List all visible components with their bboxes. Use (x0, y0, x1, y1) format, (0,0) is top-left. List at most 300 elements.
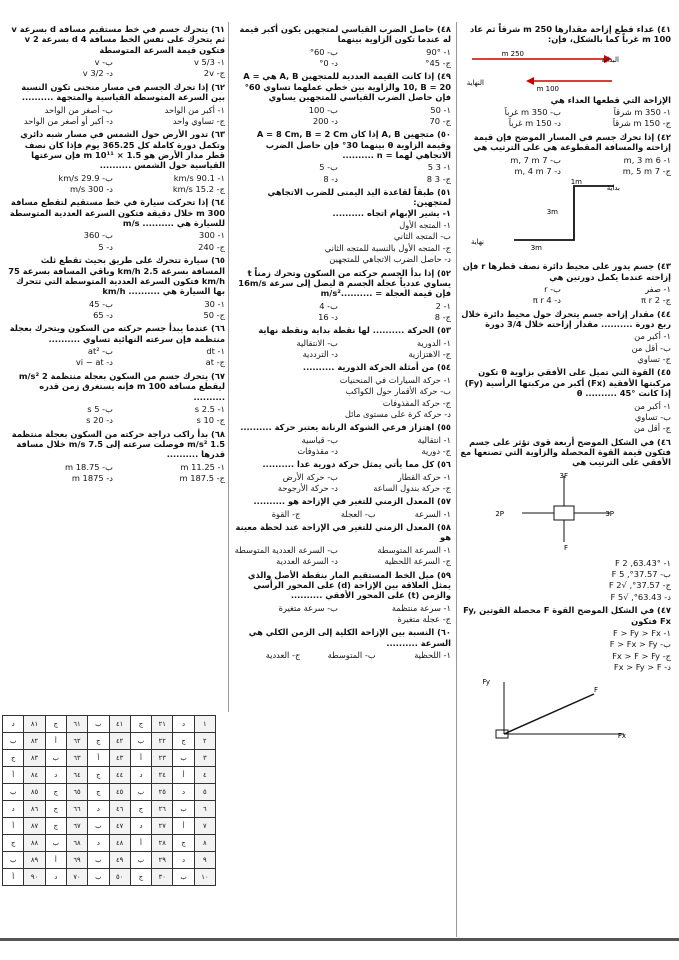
answer-letter: ب (173, 869, 194, 886)
answer-letter: ج (3, 750, 24, 767)
option[interactable]: ١- 90.1 km/s (173, 172, 225, 183)
option[interactable]: ١- أكبر من (634, 400, 671, 411)
question (7, 371, 225, 426)
option[interactable]: د- 0° (319, 58, 338, 69)
question-stem: ٦٦) عندما يبدأ جسم حركته من السكون ويتحرك بعجلة منتظمة فإن سرعته النهائية تساوي .......... (9, 323, 225, 344)
options (7, 346, 225, 368)
question (457, 605, 671, 744)
question-stem: ٥٥) اهتزاز فرعي الشوكة الرنانة يعتبر حركة .......... (240, 422, 451, 433)
body-box (554, 506, 574, 520)
question (231, 71, 451, 126)
option[interactable]: ج- حركة المقذوفات (382, 397, 451, 408)
option[interactable]: ج- 7 m, 5 m (622, 165, 671, 176)
answer-letter: ب (88, 852, 109, 869)
option[interactable]: د- 20 s (86, 415, 113, 426)
options (457, 107, 671, 129)
option[interactable]: ج- عجلة متغيرة (397, 613, 451, 624)
options (7, 57, 225, 79)
option[interactable]: ب- قياسية (301, 434, 338, 445)
question-stem: ٦٥) سيارة تتحرك على طريق بحيث تقطع ثلث المسافة بسرعة 2.5 km/h وباقي المسافة بسرعة 75 km/h فتكون السرعة العددية المتوسطة التي تتحرك بها السيارة هي .......... km/h (8, 255, 225, 297)
option[interactable]: ب- r (544, 283, 561, 294)
answer-number: ٤٥ (109, 784, 130, 801)
option[interactable]: ١- حركة القطار (397, 471, 451, 482)
question (231, 570, 451, 625)
answer-number: ٤٢ (109, 733, 130, 750)
answer-letter: د (88, 835, 109, 852)
option[interactable]: ١- 2.5 s (194, 403, 225, 414)
option[interactable]: ب- العجلة (340, 508, 376, 519)
answer-letter: ج (173, 835, 194, 852)
option[interactable]: ج- المتجه الأول بالنسبة للمتجه الثاني (324, 242, 451, 253)
question-stem: ٤٨) حاصل الضرب القياسي لمتجهين يكون أكبر قيمة له عندما تكون الزاوية بينهما (239, 24, 451, 45)
question (231, 496, 451, 519)
option[interactable]: د- 7 m, 4 m (514, 165, 561, 176)
answer-row (3, 767, 216, 784)
question-stem: ٦٠) النسبة بين الإزاحة الكلية إلى الزمن الكلي هي السرعة .......... (248, 627, 451, 648)
option[interactable]: ١- 6 m, 3 m (623, 154, 671, 165)
options (231, 220, 451, 264)
answer-letter: ب (3, 784, 24, 801)
label-end: النهاية (466, 78, 484, 87)
answer-letter: أ (173, 767, 194, 784)
answer-letter: ج (3, 835, 24, 852)
answer-number: ٦٧ (66, 818, 87, 835)
answer-number: ٨٧ (24, 818, 45, 835)
column-divider (228, 22, 229, 712)
option[interactable]: ج- 240 (198, 241, 225, 252)
answer-letter: ب (45, 750, 66, 767)
options (457, 331, 671, 364)
answer-row (3, 750, 216, 767)
option[interactable]: ج- الاهتزازية (408, 349, 451, 360)
answer-letter: أ (173, 818, 194, 835)
option[interactable]: د- 1875 m (71, 473, 113, 484)
options (231, 301, 451, 323)
answer-letter: أ (3, 767, 24, 784)
bottom-rule (0, 938, 679, 941)
option[interactable]: ج- 150 m شرقاً (612, 118, 671, 129)
option[interactable]: ج- دورية (421, 445, 451, 456)
option[interactable]: ج- 187.5 m (179, 473, 225, 484)
answer-letter: ج (130, 801, 151, 818)
answer-letter: ب (130, 733, 151, 750)
answer-letter: د (173, 716, 194, 733)
answer-letter: ج (45, 716, 66, 733)
options (7, 173, 225, 195)
option[interactable]: ج- 50 (203, 309, 225, 320)
option[interactable]: ج- 45° (425, 58, 451, 69)
option[interactable]: د- 63.43°, √5 F (610, 591, 671, 602)
question-stem: ٤٧) في الشكل الموضح القوة F محصلة القوتين Fy, Fx فتكون (463, 605, 671, 626)
option[interactable]: د- 4 π r (532, 295, 561, 306)
options (7, 105, 225, 127)
label-fx: Fx (617, 732, 626, 741)
option[interactable]: د- Fx > Fy > F (613, 661, 671, 672)
answer-letter: د (3, 716, 24, 733)
option[interactable]: ١- صفر (645, 283, 671, 294)
answer-number: ٧ (194, 818, 215, 835)
answer-letter: د (173, 852, 194, 869)
option[interactable]: د- 5 (98, 241, 113, 252)
option[interactable]: ١- 5/3 v (193, 57, 225, 68)
options (457, 628, 671, 672)
option[interactable]: ١- المتجه الأول (399, 220, 451, 231)
option[interactable]: د- حركة كرة على مستوى مائل (344, 408, 451, 419)
option[interactable]: ١- 11.25 m (180, 461, 225, 472)
options (457, 401, 671, 434)
option[interactable]: ج- العددية (265, 650, 301, 661)
question-stem: ٦٨) بدأ راكب دراجة حركته من السكون بعجلة منتظمة 1.5 m/s² فوصلت سرعته إلى 7.5 m/s خلال مسافة قدرها .......... (11, 428, 225, 460)
option[interactable]: ١- انتقالية (417, 434, 451, 445)
options (457, 155, 671, 177)
column-middle (231, 24, 451, 663)
option[interactable]: ١- أكبر من الواحد (164, 104, 225, 115)
question (457, 132, 671, 258)
question (457, 367, 671, 433)
answer-letter: د (88, 801, 109, 818)
question-stem: ٤٢) إذا تحرك جسم في المسار الموضح فإن قيمة إزاحته والمسافة المقطوعة هي على الترتيب هي (473, 131, 671, 153)
option[interactable]: ج- تساوي (637, 354, 671, 365)
label-2p: 2P (495, 509, 504, 518)
answer-number: ٥ (194, 784, 215, 801)
option[interactable]: د- vi − at (75, 357, 113, 368)
question-stem: ٤٥) القوة التي تميل على الأفقي بزاوية θ تكون مركبتها الأفقية (Fx) أكبر من مركبتها الرأسية (Fy) إذا كانت θ .......... 45° (464, 367, 671, 399)
answer-letter: ب (88, 869, 109, 886)
option[interactable]: ب- 100 (308, 104, 338, 115)
option[interactable]: ب- 60° (309, 46, 338, 57)
question (457, 437, 671, 603)
label-f: F (563, 543, 568, 552)
option[interactable]: د- 8 (323, 173, 338, 184)
figure-forces (464, 470, 664, 556)
label-3m: 3m (546, 208, 558, 217)
option[interactable]: ج- 2v (203, 68, 225, 79)
answer-letter: ج (45, 784, 66, 801)
question (7, 129, 225, 194)
question-stem: ٥٣) الحركة .......... لها نقطة بداية ونقطة نهاية (258, 325, 451, 336)
answer-number: ٨٥ (24, 784, 45, 801)
figure-path (464, 178, 664, 258)
option[interactable]: ب- 45 (88, 298, 113, 309)
answer-number: ٦٤ (66, 767, 87, 784)
option[interactable]: ب- 4 (319, 300, 338, 311)
option[interactable]: ج- 37.57°, √2 F (608, 580, 671, 591)
option[interactable]: ج- 70 (429, 115, 451, 126)
option[interactable]: ١- F > Fy > Fx (613, 627, 671, 638)
option[interactable]: ١- 2 (435, 300, 451, 311)
option[interactable]: ١- حركة السيارات في المنحنيات (339, 374, 451, 385)
option[interactable]: ١- 50 (430, 104, 451, 115)
question-sub: الإزاحة التي قطعها العداء هي (550, 94, 671, 105)
figure-resolution (464, 674, 664, 744)
option[interactable]: ب- 5 (319, 162, 338, 173)
answer-number: ٧٠ (66, 869, 87, 886)
options (231, 435, 451, 457)
option[interactable]: ب- أقل من (631, 342, 671, 353)
option[interactable]: ١- أكبر من (634, 331, 671, 342)
question-stem: ٥٢) إذا بدأ الجسم حركته من السكون وتحرك زمناً t يساوي عددياً عجلة الجسم a ليصل إلى سرعة 16m/s فإن قيمة العجلة = ..........m/s² (238, 267, 451, 299)
answer-number: ٨٤ (24, 767, 45, 784)
option[interactable]: ١- السرعة المتوسطة (377, 544, 451, 555)
arrow-head (526, 77, 534, 85)
option[interactable]: ج- 2 π r (641, 295, 671, 306)
question-stem: ٤٩) إذا كانت القيمة العددية للمتجهين A, B هي A = 10, B = 20 والزاوية بين خطي عملهما تساوي 60° فإن حاصل الضرب القياسي للمتجهين يساوي (243, 71, 451, 103)
column-right (457, 24, 671, 747)
answer-number: ٨١ (24, 716, 45, 733)
answer-number: ٩٠ (24, 869, 45, 886)
answer-number: ٢ (194, 733, 215, 750)
answer-number: ٢٢ (152, 733, 173, 750)
answer-letter: أ (130, 835, 151, 852)
option[interactable]: د- السرعة العددية (276, 556, 338, 567)
question (231, 268, 451, 323)
question (7, 323, 225, 367)
answer-letter: ج (88, 767, 109, 784)
answer-letter: ج (45, 801, 66, 818)
question (231, 522, 451, 566)
option[interactable]: ١- السرعة (414, 508, 451, 519)
label-end: نهاية (470, 238, 484, 247)
answer-number: ٤ (194, 767, 215, 784)
question (457, 24, 671, 129)
option[interactable]: ج- القوة (271, 508, 301, 519)
option[interactable]: ب- F > Fx > Fy (609, 639, 671, 650)
option[interactable]: ب- v (94, 57, 113, 68)
label-fy: Fy (482, 678, 490, 687)
option[interactable]: ج- 15.2 km/s (172, 184, 225, 195)
options (231, 472, 451, 494)
option[interactable]: د- 150 m غرباً (508, 118, 561, 129)
answer-number: ٨ (194, 835, 215, 852)
answer-letter: ج (130, 869, 151, 886)
options (231, 545, 451, 567)
option[interactable]: ج- 10 s (196, 415, 225, 426)
option[interactable]: ب- حركة الأقمار حول الكواكب (345, 386, 451, 397)
answer-letter: ب (3, 852, 24, 869)
question-stem: ٥٦) كل مما يأتي يمثل حركة دورية عدا .......... (262, 459, 451, 470)
option[interactable]: ج- أقل من (634, 423, 671, 434)
answer-letter: د (130, 818, 151, 835)
option[interactable]: ١- سرعة منتظمة (391, 602, 451, 613)
option[interactable]: ب- 350 m غرباً (504, 107, 561, 118)
answer-letter: أ (130, 750, 151, 767)
answer-number: ٦٦ (66, 801, 87, 818)
question-stem: ٤١) عداء قطع إزاحة مقدارها 250 m شرقاً ثم عاد 100 m غرباً كما بالشكل، فإن: (469, 24, 671, 45)
answer-number: ٦ (194, 801, 215, 818)
option[interactable]: ب- 7 m, 7 m (510, 154, 561, 165)
question-stem: ٥٠) متجهين A, B إذا كان A = 8 Cm, B = 2 Cm وقيمة الزاوية θ بينهما 30° فإن حاصل الضرب الاتجاهي لهما = n .......... (256, 129, 451, 160)
option[interactable]: ١- الدورية (416, 337, 451, 348)
answer-letter: د (130, 767, 151, 784)
answer-letter: ب (173, 750, 194, 767)
label-3m: 3m (530, 244, 542, 253)
answer-letter: ب (45, 835, 66, 852)
answer-number: ٩ (194, 852, 215, 869)
label-3p: 3P (605, 509, 614, 518)
option[interactable]: د- 65 (93, 309, 113, 320)
answer-letter: ب (88, 716, 109, 733)
option[interactable]: ب- 360 (83, 230, 113, 241)
options (231, 105, 451, 127)
question (7, 24, 225, 79)
option[interactable]: ب- الانتقالية (296, 337, 338, 348)
answer-number: ٣ (194, 750, 215, 767)
answer-number: ٢٤ (152, 767, 173, 784)
options (7, 230, 225, 252)
answer-number: ٥٠ (109, 869, 130, 886)
option[interactable]: ١- 30 (204, 298, 225, 309)
answer-number: ١ (194, 716, 215, 733)
answer-number: ٢٧ (152, 818, 173, 835)
option[interactable]: ب- سرعة متغيرة (278, 602, 338, 613)
option[interactable]: د- حركة الأرجوحة (277, 483, 338, 494)
option[interactable]: د- 16 (318, 311, 338, 322)
column-left (7, 24, 225, 486)
answer-letter: ب (130, 852, 151, 869)
answer-letter: أ (3, 869, 24, 886)
option[interactable]: ١- 3 5 (427, 162, 451, 173)
option[interactable]: ج- at (205, 357, 225, 368)
options (231, 509, 451, 519)
figure-displacement (464, 47, 664, 93)
options (231, 338, 451, 360)
answer-number: ٢٣ (152, 750, 173, 767)
answer-number: ٨٩ (24, 852, 45, 869)
option[interactable]: ب- 37.57°, 5 F (611, 569, 671, 580)
question (457, 261, 671, 305)
option[interactable]: د- الترددية (302, 349, 338, 360)
option[interactable]: د- 300 m/s (69, 184, 113, 195)
answer-number: ٢٨ (152, 835, 173, 852)
answer-number: ٤١ (109, 716, 130, 733)
question (231, 459, 451, 493)
question (231, 129, 451, 184)
question (7, 255, 225, 320)
option[interactable]: د- مقذوفات (297, 445, 338, 456)
answer-letter: أ (45, 733, 66, 750)
answer-letter: ج (45, 818, 66, 835)
answer-letter: ب (3, 733, 24, 750)
answer-number: ٤٩ (109, 852, 130, 869)
answer-number: ٢١ (152, 716, 173, 733)
option[interactable]: ١- 300 (199, 230, 225, 241)
answer-row (3, 716, 216, 733)
options (457, 284, 671, 306)
option[interactable]: ج- 3 8 (426, 173, 451, 184)
options (231, 603, 451, 625)
answer-letter: ب (88, 818, 109, 835)
question-stem: ٦١) يتحرك جسم في خط مستقيم مسافة d بسرعة v ثم يتحرك على نفس الخط مسافة 4 d بسرعة 2 v فتكون قيمة السرعة المتوسطة (11, 24, 225, 55)
question (231, 187, 451, 265)
option[interactable]: د- حاصل الضرب الاتجاهي للمتجهين (329, 254, 451, 265)
question-stem: ٥٩) ميل الخط المستقيم المار بنقطة الأصل والذي يمثل العلاقة بين الإزاحة (d) على المحور الرأسي والزمن (t) على المحور الأفقي .......... (247, 569, 451, 601)
answer-number: ٤٨ (109, 835, 130, 852)
answer-row (3, 818, 216, 835)
option[interactable]: ج- Fx > F > Fy (612, 650, 671, 661)
option[interactable]: د- أكبر أو أصغر من الواحد (23, 115, 113, 126)
option[interactable]: ب- المتوسطة (327, 650, 376, 661)
option[interactable]: ج- تساوي واحد (172, 115, 225, 126)
path-line (514, 186, 614, 240)
answer-number: ٦٨ (66, 835, 87, 852)
answer-number: ٤٤ (109, 767, 130, 784)
option[interactable]: ١- اللحظية (414, 650, 451, 661)
question-stem: ٦٧) يتحرك جسم من السكون بعجلة منتظمة 2 m/s² ليقطع مسافة 100 m فإنه يستغرق زمن قدره .......... (18, 370, 225, 402)
option[interactable]: ب- 29.9 km/s (58, 172, 113, 183)
option[interactable]: ب- تساوي (634, 411, 671, 422)
option[interactable]: ١- 350 m شرقاً (613, 107, 671, 118)
answer-number: ٦٢ (66, 733, 87, 750)
answer-letter: د (45, 869, 66, 886)
answer-row (3, 835, 216, 852)
answer-number: ٤٦ (109, 801, 130, 818)
answer-row (3, 852, 216, 869)
question-stem: ٥٤) من أمثلة الحركة الدورية .......... (302, 362, 451, 373)
answer-letter: ج (88, 784, 109, 801)
answer-number: ٣٠ (152, 869, 173, 886)
option[interactable]: ب- 18.75 m (65, 461, 113, 472)
question (7, 197, 225, 252)
label-start: البداية (601, 55, 619, 64)
answer-number: ٨٣ (24, 750, 45, 767)
option[interactable]: ١- 90° (426, 46, 451, 57)
answer-letter: ج (173, 733, 194, 750)
options (231, 47, 451, 69)
option[interactable]: ج- حركة بندول الساعة (373, 483, 451, 494)
options (231, 375, 451, 419)
label-f: F (593, 686, 598, 695)
option[interactable]: د- 3/2 v (82, 68, 113, 79)
options (7, 462, 225, 484)
label-100m: 100 m (536, 84, 559, 93)
option[interactable]: ب- at² (87, 346, 113, 357)
label-1m: 1m (570, 178, 582, 187)
answer-number: ٦٣ (66, 750, 87, 767)
answer-number: ٤٣ (109, 750, 130, 767)
option[interactable]: ١- 63.43°, 2 F (615, 557, 671, 568)
answer-letter: ب (173, 801, 194, 818)
question-stem: ٥٧) المعدل الزمني للتغير في الإزاحة هو .......... (253, 496, 451, 507)
options (231, 162, 451, 184)
option[interactable]: ب- 5 s (87, 403, 113, 414)
option[interactable]: ب- أصغر من الواحد (44, 104, 113, 115)
question (231, 325, 451, 359)
answer-number: ٨٨ (24, 835, 45, 852)
force-f (504, 694, 594, 734)
option[interactable]: ب- المتجه الثاني (393, 231, 451, 242)
answer-letter: أ (3, 818, 24, 835)
label-start: بداية (606, 184, 620, 193)
option[interactable]: ب- السرعة العددية المتوسطة (234, 544, 338, 555)
answer-grid (2, 715, 216, 886)
answer-number: ٨٦ (24, 801, 45, 818)
question-stem: ٥٨) المعدل الزمني للتغير في الإزاحة عند لحظة معينة هو (235, 522, 451, 543)
option[interactable]: ب- حركة الأرض (282, 471, 338, 482)
answer-letter: د (173, 784, 194, 801)
option[interactable]: ١- dt (206, 346, 225, 357)
option[interactable]: ج- السرعة اللحظية (384, 556, 451, 567)
option[interactable]: ج- 8 (434, 311, 451, 322)
answer-number: ٢٩ (152, 852, 173, 869)
column-divider (456, 22, 457, 937)
question (231, 362, 451, 419)
answer-number: ٦١ (66, 716, 87, 733)
question (457, 309, 671, 365)
question (231, 24, 451, 68)
question (231, 627, 451, 660)
option[interactable]: د- 200 (312, 115, 338, 126)
answer-number: ٤٧ (109, 818, 130, 835)
